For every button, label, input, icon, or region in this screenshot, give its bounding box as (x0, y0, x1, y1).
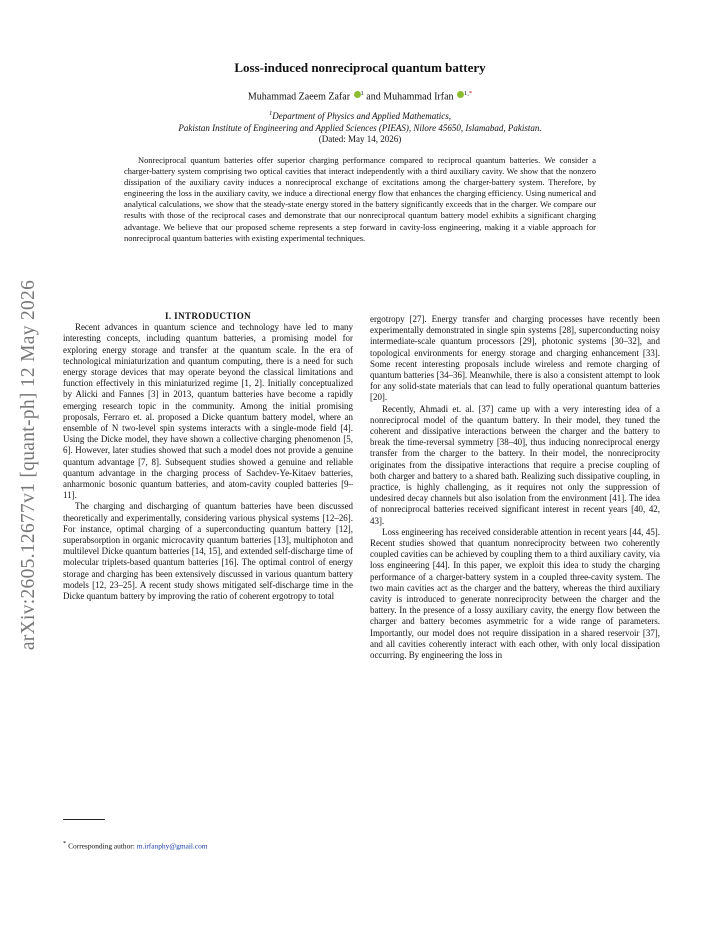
corresponding-mark[interactable]: * (468, 90, 473, 97)
footnote-text: Corresponding author: (68, 841, 135, 851)
paragraph: Loss engineering has received considerable attention in recent years [44, 45]. Recent studies showed that quantum nonreciprocity between two coherently coupled cavities can be achieved by coupling them to a third auxiliary cavity, via loss engineering [44]. In this paper, we exploit this idea to study the charging performance of a charger-battery system in a coupled three-cavity system. The two main cavities act as the charger and the battery, whereas the third auxiliary cavity is introduced to generate nonreciprocity between the charger and the battery. In the presence of a lossy auxiliary cavity, the energy flow between the charger and battery becomes asymmetric for a wide range of parameters. Importantly, our model does not require dissipation in a shared reservoir [37], and all cavities coherently interact with each other, with only local dissipation occurring. By engineering the loss in (370, 526, 660, 661)
paragraph: ergotropy [27]. Energy transfer and charging processes have recently been experimentally demonstrated in single spin systems [28], superconducting noisy intermediate-scale quantum processors [29], photonic systems [30–32], and topological environments for energy storage and charging enhancement [33]. Some recent interesting proposals include wireless and remote charging of quantum batteries [34–36]. Meanwhile, there is also a consistent attempt to look for any solid-state materials that can lead to fully operational quantum batteries [20]. (370, 314, 660, 403)
date-line: (Dated: May 14, 2026) (318, 134, 402, 144)
affiliation-line-1: Department of Physics and Applied Mathematics, (272, 111, 452, 121)
email-link[interactable]: m.irfanphy@gmail.com (136, 841, 208, 851)
author-1-affil: 1 (360, 90, 364, 97)
arxiv-stamp-text: arXiv:2605.12677v1 [quant-ph] 12 May 2026 (18, 279, 39, 651)
section-heading: I. INTRODUCTION (164, 311, 251, 321)
paragraph: The charging and discharging of quantum batteries have been discussed theoretically and experimentally, considering various physical systems [12–26]. For instance, optimal charging of a superconducting quantum battery [12], superabsorption in organic microcavity quantum batteries [13], multiphoton and multilevel Dicke quantum batteries [14, 15], and extended self-discharge time of molecular triplets-based quantum batteries [16]. The optimal control of energy storage and charging has been extensively discussed in various quantum battery models [12, 23–25]. A recent study shows mitigated self-discharge time in the Dicke quantum battery by improving the ratio of coherent ergotropy to total (63, 501, 353, 602)
author-2: Muhammad Irfan (383, 91, 454, 103)
affiliation (0, 108, 720, 134)
orcid-icon[interactable] (457, 91, 464, 98)
footnote-mark: * (63, 840, 67, 847)
paper-title: Loss-induced nonreciprocal quantum battery (234, 60, 486, 75)
footnote-rule (63, 819, 105, 820)
abstract: Nonreciprocal quantum batteries offer superior charging performance compared to reciprocal quantum batteries. We consider a charger-battery system comprising two optical cavities that interact independently with a third auxiliary cavity. We show that the nonzero dissipation of the auxiliary cavity induces a nonreciprocal exchange of excitations among the charger-battery system. Therefore, by engineering the loss in the auxiliary cavity, we induce a directional energy flow that enhances the charging efficiency. Using numerical and analytical calculations, we show that the steady-state energy stored in the battery significantly exceeds that in the charger. We compare our results with those of the reciprocal cases and demonstrate that our nonreciprocal quantum battery model exhibits a significant charging advantage. We believe that our proposed scheme represents a step forward in cavity-loss engineering, making it a viable approach for nonreciprocal quantum batteries with existing experimental techniques. (124, 155, 596, 243)
orcid-icon[interactable] (354, 91, 361, 98)
author-line (0, 90, 720, 102)
right-column (370, 314, 660, 661)
arxiv-stamp (18, 245, 40, 685)
footnote (63, 840, 208, 850)
author-1: Muhammad Zaeem Zafar (247, 91, 351, 103)
author-conjunction: and (366, 91, 381, 103)
affiliation-sup: 1 (268, 110, 273, 117)
paragraph: Recent advances in quantum science and technology have led to many interesting concepts, including quantum batteries, a promising model for exploring energy storage and transfer at the quantum scale. In the era of technological miniaturization and quantum computing, there is a need for such energy storage devices that may operate beyond the classical limitations and function effectively in this miniaturized regime [1, 2]. Initially conceptualized by Alicki and Fannes [3] in 2013, quantum batteries have become a rapidly emerging research topic in the community. Among the initial promising proposals, Ferraro et. al. proposed a Dicke quantum battery model, where an ensemble of N two-level spin systems interacts with a single-mode field [4]. Using the Dicke model, they have shown a collective charging phenomenon [5, 6]. However, later studies showed that such a model does not provide a genuine quantum advantage [7, 8]. Subsequent studies showed a genuine and reliable quantum advantage in the charging process of Sachdev-Ye-Kitaev batteries, anharmonic bosonic quantum batteries, and atom-cavity coupled batteries [9–11]. (63, 322, 353, 501)
paragraph: Recently, Ahmadi et. al. [37] came up with a very interesting idea of a nonreciprocal model of the quantum battery. In their model, they tuned the coherent and dissipative interactions between the charger and the battery to break the time-reversal symmetry [38–40], thus inducing nonreciprocal energy transfer from the charger to the battery. In their model, the nonreciprocity originates from the dissipative interactions that require a precise coupling of both charger and battery to a shared bath. Realizing such dissipative coupling, in practice, is highly challenging, as it requires not only the suppression of undesired decay channels but also isolation from the environment [41]. The idea of nonreciprocal batteries received significant interest in recent years [40, 42, 43]. (370, 403, 660, 526)
author-2-affil: 1, (464, 90, 469, 97)
left-column (63, 311, 353, 602)
affiliation-line-2: Pakistan Institute of Engineering and Applied Sciences (PIEAS), Nilore 45650, Islamabad, Pakistan. (178, 123, 542, 133)
